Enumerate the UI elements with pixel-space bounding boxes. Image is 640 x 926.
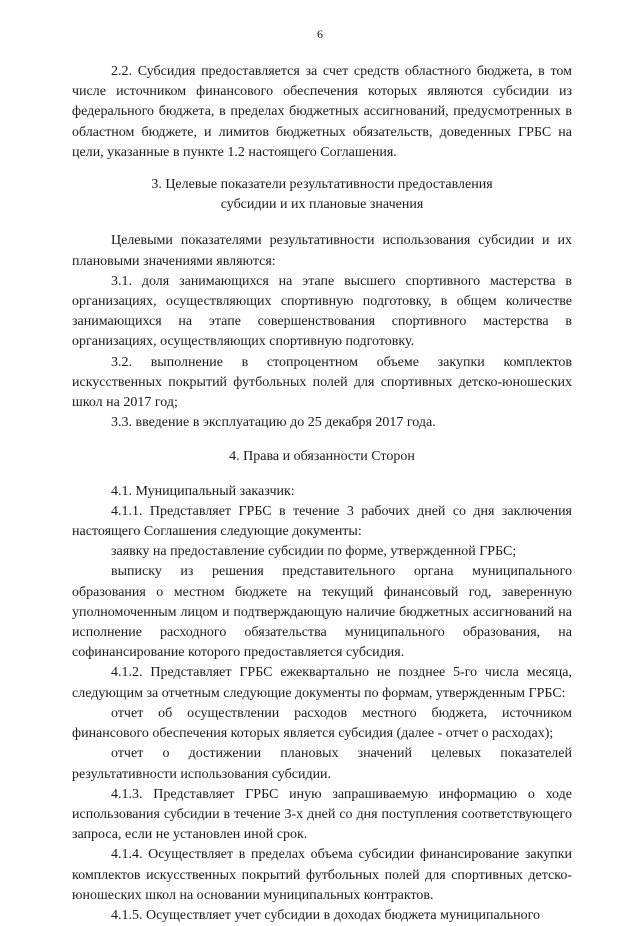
item-3-3: 3.3. введение в эксплуатацию до 25 декабря 2017 года. [111,415,436,431]
item-4-1-5: 4.1.5. Осуществляет учет субсидии в доходах бюджета муниципального [111,907,541,923]
paragraph-2-2: 2.2. Субсидия предоставляется за счет средств областного бюджета, в том числе источником финансового обеспечения которых являются субсидии из федерального бюджета, в пределах бюджетных ассигнований, предусмотренных в областном бюджете, и лимитов бюджетных обязательств, доведенных ГРБС на цели, указанные в пункте 1.2 настоящего Соглашения. [72,64,572,160]
doc-application: заявку на предоставление субсидии по форме, утвержденной ГРБС; [111,544,517,560]
section-3-heading-line-2: субсидии и их плановые значения [220,197,424,213]
page-number: 6 [317,27,323,41]
item-4-1-4: 4.1.4. Осуществляет в пределах объема субсидии финансирование закупки комплектов искусственных покрытий футбольных полей для спортивных детско-юношеских школ на основании муниципальных контрактов. [72,847,572,903]
section-3-heading-line-1: 3. Целевые показатели результативности предоставления [151,177,493,193]
item-4-1-3: 4.1.3. Представляет ГРБС иную запрашиваемую информацию о ходе использования субсидии в течение 3-х дней со дня поступления соответствующего запроса, если не установлен иной срок. [72,786,572,843]
item-4-1-2: 4.1.2. Представляет ГРБС ежеквартально не позднее 5-го числа месяца, следующим за отчетным следующие документы по формам, утвержденным ГРБС: [72,665,572,701]
item-3-2: 3.2. выполнение в стопроцентном объеме закупки комплектов искусственных покрытий футбольных полей для спортивных детско-юношеских школ на 2017 год; [72,354,572,411]
item-3-1: 3.1. доля занимающихся на этапе высшего спортивного мастерства в организациях, осуществляющих спортивную подготовку, в общем количестве занимающихся на этапе совершенствования спортивного мастерства в организациях, осуществляющих спортивную подготовку. [72,273,572,350]
report-expenses: отчет об осуществлении расходов местного бюджета, источником финансового обеспечения которых является субсидия (далее - отчет о расходах); [72,705,572,742]
document-body [72,62,572,926]
report-achievement: отчет о достижении плановых значений целевых показателей результативности использования субсидии. [72,746,572,782]
item-4-1-1: 4.1.1. Представляет ГРБС в течение 3 рабочих дней со дня заключения настоящего Соглашения следующие документы: [72,503,572,540]
doc-extract: выписку из решения представительного органа муниципального образования о местном бюджете на текущий финансовый год, заверенную уполномоченным лицом и подтверждающую наличие бюджетных ассигнований на исполнение расходного обязательства муниципального образования, на софинансирование которого предоставляется субсидия. [72,564,572,661]
section-3-intro: Целевыми показателями результативности использования субсидии и их плановыми значениями являются: [72,233,572,269]
item-4-1: 4.1. Муниципальный заказчик: [111,483,295,499]
section-4-heading: 4. Права и обязанности Сторон [229,449,415,465]
